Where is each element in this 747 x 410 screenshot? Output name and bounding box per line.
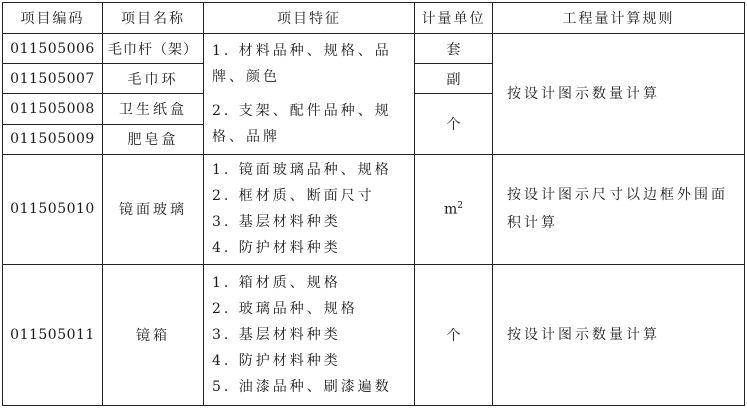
feature-line: 2. 玻璃品种、规格 xyxy=(212,301,358,318)
item-name: 毛巾杆（架） xyxy=(103,34,204,64)
feature-line: 3. 基层材料种类 xyxy=(212,327,341,344)
item-name: 毛巾环 xyxy=(103,64,204,94)
item-unit: 个 xyxy=(415,265,493,406)
unit-base: m xyxy=(443,201,458,218)
item-features xyxy=(204,34,415,155)
header-name: 项目名称 xyxy=(103,3,204,34)
item-name: 镜面玻璃 xyxy=(103,154,204,265)
item-features xyxy=(204,154,415,265)
header-features: 项目特征 xyxy=(204,3,415,34)
feature-line: 4. 防护材料种类 xyxy=(212,353,341,370)
item-rule: 按设计图示数量计算 xyxy=(493,34,745,155)
feature-line: 1. 箱材质、规格 xyxy=(212,275,341,292)
quantity-rules-table xyxy=(2,2,745,406)
feature-line: 4. 防护材料种类 xyxy=(212,240,341,257)
item-code: 011505009 xyxy=(3,124,103,154)
item-unit: 个 xyxy=(415,94,493,154)
header-rule: 工程量计算规则 xyxy=(493,3,745,34)
item-unit: 副 xyxy=(415,64,493,94)
header-unit: 计量单位 xyxy=(415,3,493,34)
feature-line: 1. 材料品种、规格、品牌、颜色 xyxy=(212,42,392,85)
item-code: 011505010 xyxy=(3,154,103,265)
header-code: 项目编码 xyxy=(3,3,103,34)
item-code: 011505008 xyxy=(3,94,103,124)
feature-line: 5. 油漆品种、刷漆遍数 xyxy=(212,379,392,396)
item-code: 011505007 xyxy=(3,64,103,94)
table-row xyxy=(3,154,745,265)
item-name: 卫生纸盒 xyxy=(103,94,204,124)
item-name: 镜箱 xyxy=(103,265,204,406)
table-row xyxy=(3,34,745,64)
item-features xyxy=(204,265,415,406)
item-unit: 套 xyxy=(415,34,493,64)
item-name: 肥皂盒 xyxy=(103,124,204,154)
feature-line: 3. 基层材料种类 xyxy=(212,214,341,231)
item-code: 011505011 xyxy=(3,265,103,406)
unit-exponent: 2 xyxy=(457,201,463,212)
table-row xyxy=(3,265,745,406)
feature-line: 1. 镜面玻璃品种、规格 xyxy=(212,162,392,179)
feature-line: 2. 框材质、断面尺寸 xyxy=(212,188,375,205)
item-unit xyxy=(415,154,493,265)
header-row xyxy=(3,3,745,34)
feature-line: 2. 支架、配件品种、规格、品牌 xyxy=(212,102,392,145)
item-rule: 按设计图示尺寸以边框外围面积计算 xyxy=(493,154,745,265)
item-rule: 按设计图示数量计算 xyxy=(493,265,745,406)
item-code: 011505006 xyxy=(3,34,103,64)
